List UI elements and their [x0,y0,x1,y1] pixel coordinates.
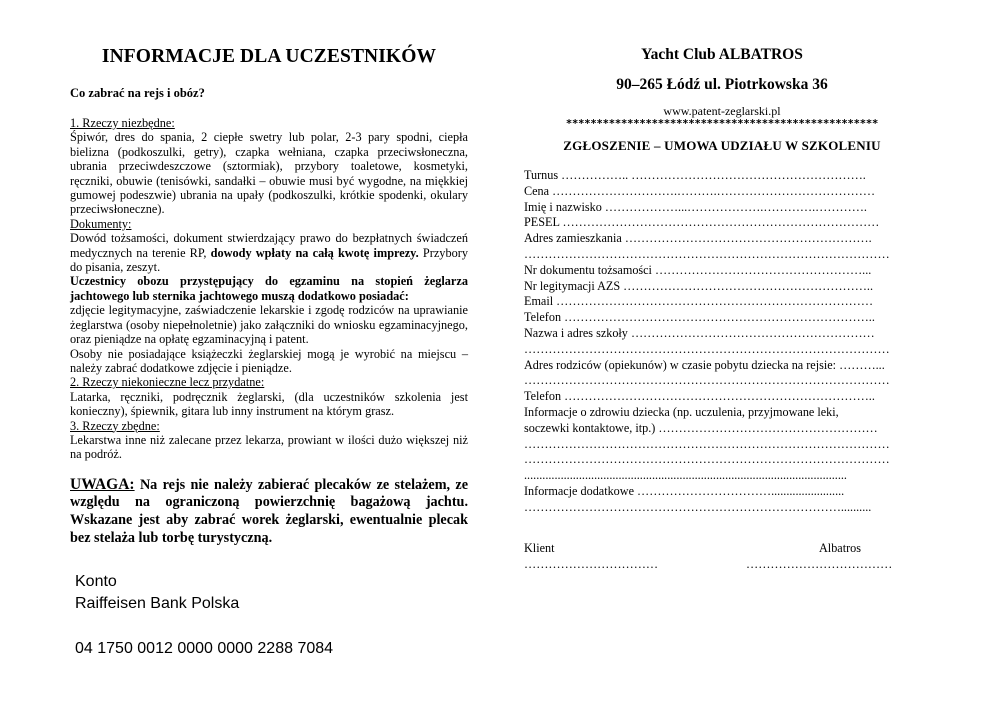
field-home-address[interactable]: Adres zamieszkania ……………………………………………………. [524,231,872,246]
packing-list [70,116,468,462]
participant-info-panel [70,46,468,547]
albatros-label: Albatros [819,540,861,555]
documents-text: Dowód tożsamości, dokument stwierdzający prawo do bezpłatnych świadczeń medycznych na terenie RP, [70,231,468,260]
writing-supplies-text: Przybory do pisania, zeszyt. [70,245,468,275]
warning-label: UWAGA: [70,475,135,493]
signature-block [524,540,920,574]
albatros-signature-line[interactable]: ……………………………… [746,556,893,571]
club-address: 90–265 Łódź ul. Piotrkowska 36 [616,76,828,93]
page-title: INFORMACJE DLA UCZESTNIKÓW [101,46,437,67]
unnecessary-heading: 3. Rzeczy zbędne: [70,418,160,433]
field-id-document[interactable]: Nr dokumentu tożsamości ……………………………………………... [524,262,872,277]
field-health-label: Informacje o zdrowiu dziecka (np. uczulenia, przyjmowane leki, [524,404,839,419]
field-health-continued-3[interactable]: .......................................................................................................... [524,468,847,483]
field-school-continued[interactable]: ……………………………………………………………………………… [524,341,890,356]
essentials-heading: 1. Rzeczy niezbędne: [70,116,175,130]
club-website: www.patent-zeglarski.pl [663,104,781,118]
payment-proof-text: dowody wpłaty na całą kwotę imprezy. [210,245,419,260]
form-title: ZGŁOSZENIE – UMOWA UDZIAŁU W SZKOLENIU [563,138,881,153]
booklet-text: Osoby nie posiadające książeczki żeglarskiej mogą je wyrobić na miejscu – należy zabrać dodatkowe zdjęcie i pieniądze. [70,346,468,375]
unnecessary-text: Lekarstwa inne niż zalecane przez lekarza, prowiant w ilości dużo większej niż na podróż. [70,432,468,462]
optional-text: Latarka, ręczniki, podręcznik żeglarski, (dla uczestników szkolenia jest konieczny), śpiewnik, gitara lub inny instrument na którym grasz. [70,389,468,419]
club-name: Yacht Club ALBATROS [641,46,803,63]
packing-question: Co zabrać na rejs i obóz? [70,86,205,100]
warning-text: Na rejs nie należy zabierać plecaków ze stelażem, ze względu na ograniczoną powierzchnię bagażową jachtu. Wskazane jest aby zabrać worek żeglarski, ewentualnie plecak bez stelaża lub torbę turystyczną. [70,476,468,546]
field-pesel[interactable]: PESEL …………………………………………………………………… [524,215,880,230]
field-turnus[interactable]: Turnus …………….. …………………………………………………. [524,168,866,182]
field-price[interactable]: Cena ………………………….……….………………………………… [524,183,876,198]
field-health[interactable]: soczewki kontaktowe, itp.) ……………………………………………… [524,420,878,435]
form-fields [524,168,920,516]
optional-heading: 2. Rzeczy niekonieczne lecz przydatne: [70,375,265,390]
field-school[interactable]: Nazwa i adres szkoły …………………………………………………… [524,325,875,340]
field-full-name[interactable]: Imię i nazwisko ………………...……………….………….…………. [524,199,867,214]
field-health-continued-1[interactable]: ……………………………………………………………………………… [524,436,890,451]
exam-heading: Uczestnicy obozu przystępujący do egzaminu na stopień żeglarza jachtowego lub sternika jachtowego muszą dodatkowo posiadać: [70,274,468,303]
documents-paragraph [70,231,468,274]
exam-text: zdjęcie legitymacyjne, zaświadczenie lekarskie i zgodę rodziców na uprawianie żeglarstwa (osoby niepełnoletnie) jako załączniki do wniosku egzaminacyjnego, oraz pieniądze na opłatę egzaminacyjną i patent. [70,303,468,347]
warning-note [70,476,468,547]
documents-heading: Dokumenty: [70,216,132,231]
field-additional-info-continued[interactable]: …………………………………………………………………….......... [524,499,872,514]
field-additional-info[interactable]: Informacje dodatkowe ……………………………........................ [524,483,845,498]
account-label: Konto [75,573,117,590]
field-email[interactable]: Email …………………………………………………………………… [524,294,874,309]
field-parents-address-continued[interactable]: ……………………………………………………………………………… [524,373,890,388]
field-phone[interactable]: Telefon ………………………………………………………………….. [524,310,875,325]
field-azs-card[interactable]: Nr legitymacji AZS …………………………………………………….. [524,278,874,293]
star-divider: *************************************************** [565,118,879,130]
field-health-continued-2[interactable]: ……………………………………………………………………………… [524,452,890,467]
bank-account-block [75,571,333,660]
field-parents-phone[interactable]: Telefon ………………………………………………………………….. [524,389,875,404]
client-label: Klient [524,540,555,555]
field-parents-address[interactable]: Adres rodziców (opiekunów) w czasie pobytu dziecka na rejsie: ………... [524,357,885,372]
account-number: 04 1750 0012 0000 0000 2288 7084 [75,640,334,657]
bank-name: Raiffeisen Bank Polska [75,595,240,612]
field-home-address-continued[interactable]: ……………………………………………………………………………… [524,246,890,261]
essentials-text: Śpiwór, dres do spania, 2 ciepłe swetry lub polar, 2-3 pary spodni, ciepła bielizna (podkoszulki, getry), czapka wełniana, czapka przeciwsłoneczna, ubrania przeciwdeszczowe (sztormiak), przybory toaletowe, kosmetyki, ręczniki, obuwie (tenisówki, sandałki – obuwie musi być wygodne, na miękkiej gumowej podeszwie) ubrania na upały (podkoszulki, krótkie spodenki, okulary przeciwsłoneczne). [70,130,468,217]
registration-form-panel [524,46,920,574]
client-signature-line[interactable]: …………………………… [524,556,659,571]
